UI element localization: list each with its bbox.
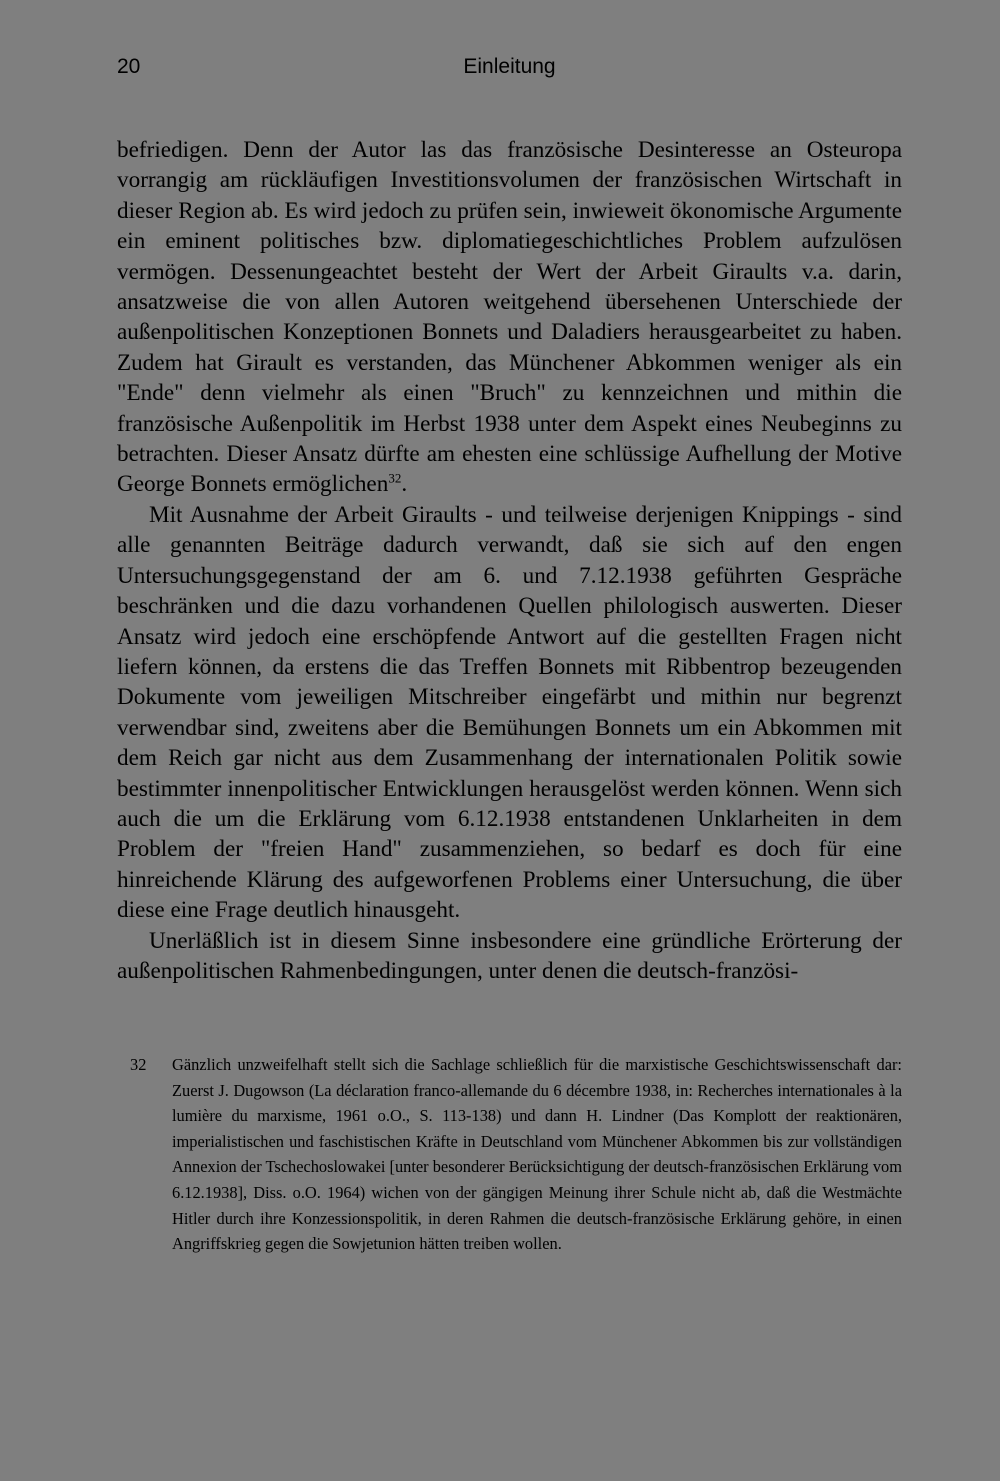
- paragraph-3: [117, 926, 902, 987]
- paragraph-3-text: Unerläßlich ist in diesem Sinne insbesondere eine gründliche Erörterung der außenpolitischen Rahmenbedingungen, unter denen die deutsch-französi-: [117, 927, 902, 984]
- page-header: [117, 50, 902, 80]
- paragraph-2: [117, 500, 902, 926]
- footnote-text: Gänzlich unzweifelhaft stellt sich die Sachlage schließlich für die marxistische Geschichtswissenschaft dar: Zuerst J. Dugowson (La déclaration franco-allemande du 6 décembre 1938, in: Recherches internationales à la lumière du marxisme, 1961 o.O., S. 113-138) und dann H. Lindner (Das Komplott der reaktionären, imperialistischen und faschistischen Kräfte in Deutschland vom Münchener Abkommen bis zur vollständigen Annexion der Tschechoslowakei [unter besonderer Berücksichtigung der deutsch-französischen Erklärung vom 6.12.1938], Diss. o.O. 1964) wichen von der gängigen Meinung ihrer Schule nicht ab, daß die Westmächte Hitler durch ihre Konzessionspolitik, in deren Rahmen die deutsch-französische Erklärung gehöre, in einen Angriffskrieg gegen die Sowjetunion hätten treiben wollen.: [172, 1055, 902, 1254]
- footnote-reference-32: 32: [388, 470, 402, 486]
- footnote-number: 32: [130, 1055, 147, 1074]
- paragraph-1-end: .: [401, 471, 408, 498]
- running-title: Einleitung: [463, 55, 556, 78]
- footnote-32: [130, 1052, 902, 1257]
- paragraph-1-text: befriedigen. Denn der Autor las das französische Desinteresse an Osteuropa vorrangig am rückläufigen Investitionsvolumen der französischen Wirtschaft in dieser Region ab. Es wird jedoch zu prüfen sein, inwieweit ökonomische Argumente ein eminent politisches bzw. diplomatiegeschichtliches Problem aufzulösen vermögen. Dessenungeachtet besteht der Wert der Arbeit Giraults v.a. darin, ansatzweise die von allen Autoren weitgehend übersehenen Unterschiede der außenpolitischen Konzeptionen Bonnets und Daladiers herausgearbeitet zu haben. Zudem hat Girault es verstanden, das Münchener Abkommen weniger als ein "Ende" denn vielmehr als einen "Bruch" zu kennzeichnen und mithin die französische Außenpolitik im Herbst 1938 unter dem Aspekt eines Neubeginns zu betrachten. Dieser Ansatz dürfte am ehesten eine schlüssige Aufhellung der Motive George Bonnets ermöglichen: [117, 137, 902, 498]
- main-text: [117, 135, 902, 986]
- paragraph-1: [117, 135, 902, 500]
- page-number: 20: [117, 55, 141, 78]
- paragraph-2-text: Mit Ausnahme der Arbeit Giraults - und teilweise derjenigen Knippings - sind alle genannten Beiträge dadurch verwandt, daß sie sich auf den engen Untersuchungsgegenstand der am 6. und 7.12.1938 geführten Gespräche beschränken und die dazu vorhandenen Quellen philologisch auswerten. Dieser Ansatz wird jedoch eine erschöpfende Antwort auf die gestellten Fragen nicht liefern können, da erstens die das Treffen Bonnets mit Ribbentrop bezeugenden Dokumente vom jeweiligen Mitschreiber eingefärbt und mithin nur begrenzt verwendbar sind, zweitens aber die Bemühungen Bonnets um ein Abkommen mit dem Reich gar nicht aus dem Zusammenhang der internationalen Politik sowie bestimmter innenpolitischer Entwicklungen herausgelöst werden können. Wenn sich auch die um die Erklärung vom 6.12.1938 entstandenen Unklarheiten in dem Problem der "freien Hand" zusammenziehen, so bedarf es doch für eine hinreichende Klärung des aufgeworfenen Problems einer Untersuchung, die über diese eine Frage deutlich hinausgeht.: [117, 501, 902, 924]
